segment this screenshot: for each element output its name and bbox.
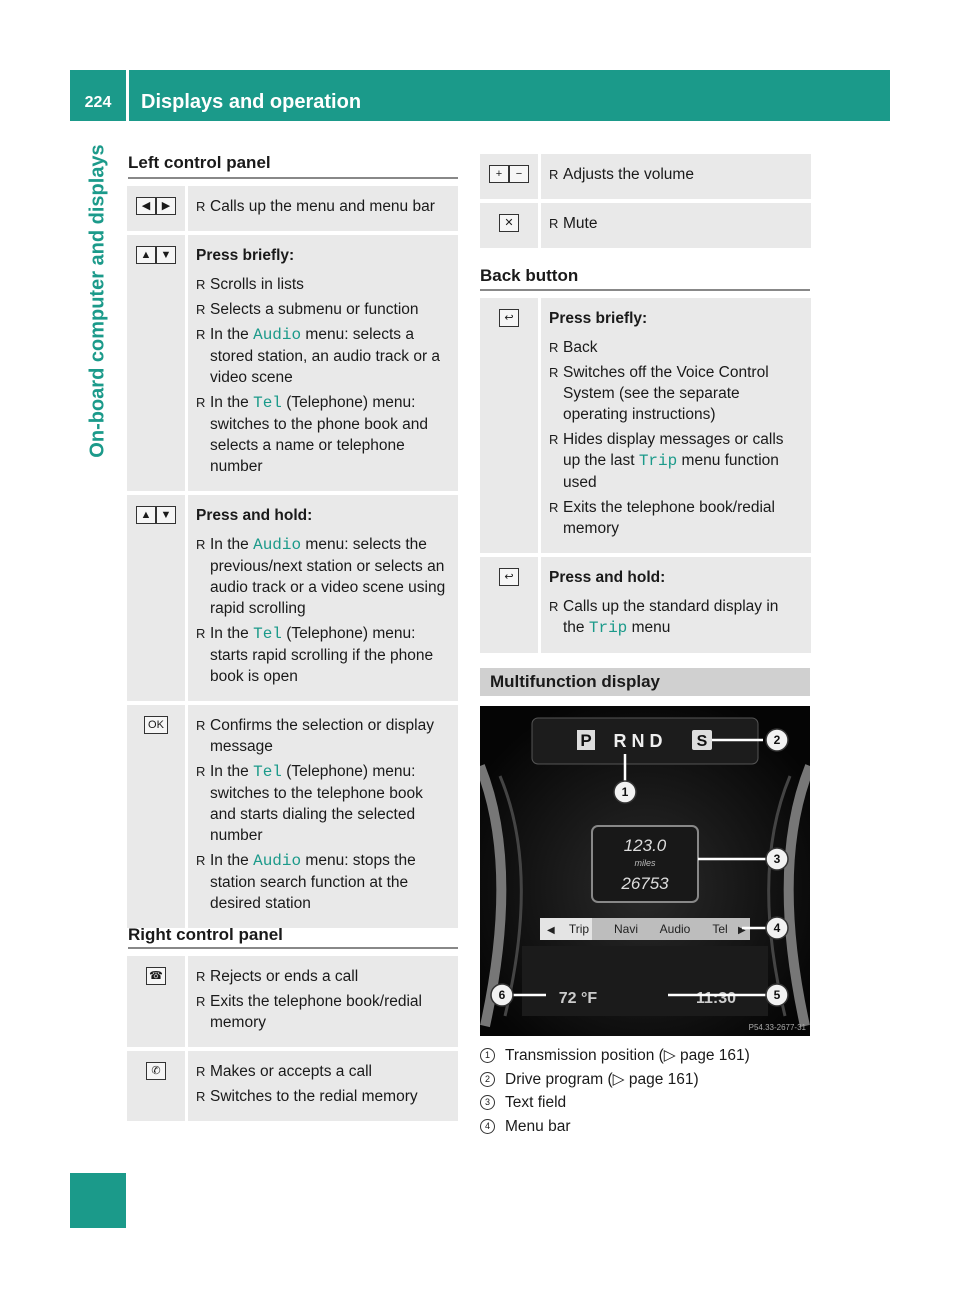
bullet-item <box>196 1086 450 1107</box>
bullet-text: Makes or accepts a call <box>210 1063 372 1080</box>
gear-selector-text: R N D <box>613 731 663 751</box>
callout-3: 3 <box>773 852 781 866</box>
callout-2: 2 <box>773 733 781 747</box>
multifunction-display-photo <box>480 706 810 1036</box>
volume-down-key-icon: − <box>509 165 529 183</box>
legend-item <box>480 1070 750 1090</box>
back-button-table <box>480 294 811 657</box>
table-row <box>127 1051 458 1121</box>
bullet-text: Calls up the standard display in the <box>563 598 779 636</box>
outside-temperature: 72 °F <box>558 990 598 1007</box>
menu-name: Tel <box>253 763 282 781</box>
bullet-text: Exits the telephone book/redial memory <box>210 993 422 1031</box>
callout-4: 4 <box>773 921 781 935</box>
bullet-item <box>196 623 450 687</box>
bullet-text: Switches to the redial memory <box>210 1088 418 1105</box>
bullet-text: menu: selects a stored station, an audio track or a video scene <box>210 326 441 386</box>
key-cell <box>480 154 541 199</box>
page-number: 224 <box>84 94 112 111</box>
bullet-item <box>196 850 450 914</box>
right-arrow-key-icon: ▶ <box>156 197 176 215</box>
table-row <box>127 956 458 1047</box>
bullet-item <box>196 324 450 388</box>
legend-text: Transmission position (▷ page 161) <box>505 1047 750 1064</box>
bullet-text: menu function used <box>563 452 779 491</box>
bullet-text: Exits the telephone book/redial memory <box>563 499 775 537</box>
bullet-text: (Telephone) menu: switches to the phone book and selects a name or telephone number <box>210 394 429 475</box>
menu-item-tel: Tel <box>712 922 728 936</box>
legend-item <box>480 1046 750 1066</box>
bullet-text: Mute <box>563 215 598 232</box>
table-row <box>480 203 811 248</box>
mute-key-icon: ✕ <box>499 214 519 232</box>
legend-item <box>480 1094 750 1114</box>
bullet-text: menu <box>627 619 671 636</box>
key-cell <box>127 956 188 1047</box>
menu-name: Audio <box>253 852 302 870</box>
callout-number: 3 <box>480 1095 495 1110</box>
volume-table <box>480 150 811 252</box>
legend-text: Menu bar <box>505 1118 571 1135</box>
key-cell <box>127 495 188 701</box>
table-row <box>127 705 458 928</box>
callout-number: 1 <box>480 1048 495 1063</box>
menu-item-navi: Navi <box>613 922 639 936</box>
bullet-text: In the <box>210 536 254 553</box>
trip-value: 123.0 <box>623 836 667 855</box>
side-tab-label: On-board computer and displays <box>86 144 109 458</box>
bullet-item <box>196 715 450 757</box>
bullet-text: Selects a submenu or function <box>210 301 419 318</box>
bullet-item <box>196 991 450 1033</box>
table-row <box>127 235 458 491</box>
description-cell <box>541 154 811 199</box>
bullet-item <box>196 274 450 295</box>
bullet-text: In the <box>210 763 254 780</box>
description-cell <box>541 557 811 653</box>
bullet-text: Switches off the Voice Control System (see the separate operating instructions) <box>563 364 769 423</box>
bullet-item <box>549 497 803 539</box>
press-mode-title: Press briefly: <box>196 247 295 264</box>
cluster-illustration <box>480 706 810 1036</box>
up-arrow-key-icon: ▲ <box>136 506 156 524</box>
key-cell <box>127 235 188 491</box>
back-key-icon: ↩ <box>499 309 519 327</box>
menu-item-audio: Audio <box>659 922 691 936</box>
clock-time: 11:30 <box>695 990 737 1007</box>
description-cell <box>541 298 811 553</box>
heading-rule <box>128 947 458 949</box>
odometer-value: 26753 <box>621 874 669 893</box>
bullet-item <box>196 299 450 320</box>
bullet-text: (Telephone) menu: starts rapid scrolling if the phone book is open <box>210 625 434 685</box>
callout-number: 4 <box>480 1119 495 1134</box>
left-panel-table <box>127 182 458 932</box>
callout-1: 1 <box>621 785 629 799</box>
bullet-item <box>196 761 450 846</box>
right-panel-table <box>127 952 458 1125</box>
accept-call-key-icon: ✆ <box>146 1062 166 1080</box>
menu-name: Audio <box>253 326 302 344</box>
bullet-text: menu: selects the previous/next station or selects an audio track or a video scene using rapid scrolling <box>210 536 446 617</box>
volume-up-key-icon: + <box>489 165 509 183</box>
callout-6: 6 <box>498 988 506 1002</box>
bullet-item <box>549 429 803 493</box>
hang-up-key-icon: ☎ <box>146 967 166 985</box>
drive-program-text: S <box>696 733 708 750</box>
legend-text: Text field <box>505 1094 567 1111</box>
bullet-text: In the <box>210 852 254 869</box>
down-arrow-key-icon: ▼ <box>156 246 176 264</box>
menu-right-arrow: ▶ <box>738 925 746 936</box>
header-separator <box>126 70 129 121</box>
press-mode-title: Press briefly: <box>549 310 648 327</box>
table-row <box>127 495 458 701</box>
menu-name: Trip <box>588 619 628 637</box>
callout-number: 2 <box>480 1072 495 1087</box>
side-tab-marker <box>70 1173 126 1228</box>
table-row <box>480 154 811 199</box>
bullet-item <box>549 337 803 358</box>
trip-unit: miles <box>634 858 656 868</box>
figure-reference: P54.33-2677-31 <box>748 1023 806 1032</box>
description-cell <box>188 186 458 231</box>
bullet-item <box>549 213 803 234</box>
bullet-text: Back <box>563 339 598 356</box>
bullet-text: Scrolls in lists <box>210 276 304 293</box>
up-arrow-key-icon: ▲ <box>136 246 156 264</box>
key-cell <box>127 186 188 231</box>
page-header <box>70 70 890 121</box>
table-row <box>480 298 811 553</box>
down-arrow-key-icon: ▼ <box>156 506 176 524</box>
menu-name: Trip <box>638 452 678 470</box>
key-cell <box>480 203 541 248</box>
callout-5: 5 <box>773 988 781 1002</box>
description-cell <box>188 495 458 701</box>
heading-rule <box>480 289 810 291</box>
ok-key-icon: OK <box>144 716 168 734</box>
multifunction-heading: Multifunction display <box>480 668 810 696</box>
bullet-item <box>196 196 450 217</box>
bullet-text: (Telephone) menu: switches to the telephone book and starts dialing the selected number <box>210 763 423 844</box>
description-cell <box>541 203 811 248</box>
press-mode-title: Press and hold: <box>549 569 666 586</box>
bullet-item <box>549 164 803 185</box>
bullet-text: Confirms the selection or display message <box>210 717 434 755</box>
back-button-heading: Back button <box>480 266 579 285</box>
bullet-text: Adjusts the volume <box>563 166 694 183</box>
heading-rule <box>128 177 458 179</box>
bullet-text: Calls up the menu and menu bar <box>210 198 435 215</box>
bullet-item <box>196 392 450 477</box>
legend-item <box>480 1118 750 1138</box>
key-cell <box>480 298 541 553</box>
table-row <box>127 186 458 231</box>
bullet-text: In the <box>210 625 254 642</box>
description-cell <box>188 235 458 491</box>
key-cell <box>480 557 541 653</box>
bullet-text: In the <box>210 394 254 411</box>
description-cell <box>188 705 458 928</box>
bullet-item <box>549 596 803 639</box>
key-cell <box>127 705 188 928</box>
menu-name: Tel <box>253 625 282 643</box>
legend-text: Drive program (▷ page 161) <box>505 1071 699 1088</box>
bullet-text: Rejects or ends a call <box>210 968 359 985</box>
bullet-text: In the <box>210 326 254 343</box>
figure-legend <box>480 1046 750 1142</box>
gear-p-label: P <box>580 731 592 750</box>
menu-left-arrow: ◀ <box>547 925 555 936</box>
bullet-text: Hides display messages or calls up the last <box>563 431 784 469</box>
section-title: Displays and operation <box>141 91 362 113</box>
bullet-text: menu: stops the station search function at the desired station <box>210 852 416 912</box>
press-mode-title: Press and hold: <box>196 507 313 524</box>
table-row <box>480 557 811 653</box>
bullet-item <box>196 966 450 987</box>
bullet-item <box>549 362 803 425</box>
left-arrow-key-icon: ◀ <box>136 197 156 215</box>
menu-item-trip: Trip <box>568 922 590 936</box>
right-panel-heading: Right control panel <box>128 925 283 944</box>
bullet-item <box>196 534 450 619</box>
side-tab <box>70 121 126 1228</box>
menu-name: Audio <box>253 536 302 554</box>
description-cell <box>188 956 458 1047</box>
key-cell <box>127 1051 188 1121</box>
bullet-item <box>196 1061 450 1082</box>
description-cell <box>188 1051 458 1121</box>
menu-name: Tel <box>253 394 282 412</box>
back-key-icon: ↩ <box>499 568 519 586</box>
left-panel-heading: Left control panel <box>128 153 271 172</box>
